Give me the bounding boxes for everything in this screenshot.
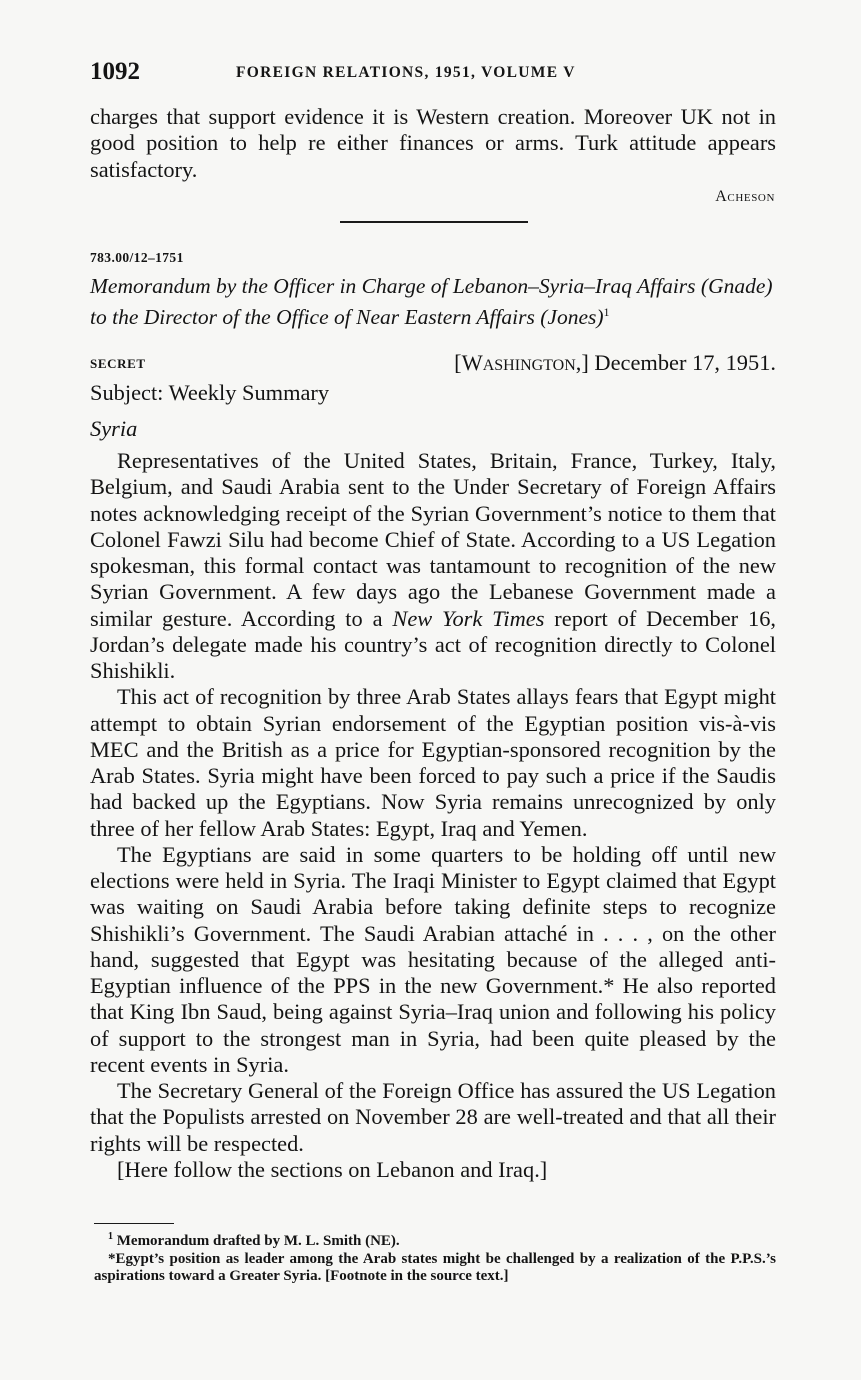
newspaper-title: New York Times — [392, 605, 545, 631]
section-heading: Syria — [90, 416, 138, 441]
footnote-1: $^1$ Memorandum drafted by M. L. Smith (NE). — [108, 1231, 400, 1249]
signer-name: Acheson — [715, 188, 775, 205]
page-number: 1092 — [90, 58, 140, 85]
classification-label: SECRET — [90, 356, 146, 371]
memo-title-text: Memorandum by the Officer in Charge of Lebanon–Syria–Iraq Affairs (Gnade) to the Director of the Office of Near Eastern Affairs (Jones) — [90, 274, 773, 329]
place-name: Washington — [461, 350, 576, 375]
paragraph-4: The Secretary General of the Foreign Office has assured the US Legation that the Populists arrested on November 28 are well-treated and that all their rights will be respected. — [90, 1078, 776, 1156]
page-header — [90, 58, 776, 92]
paragraph-3: The Egyptians are said in some quarters to be holding off until new elections were held in Syria. The Iraqi Minister to Egypt claimed that Egypt was waiting on Saudi Arabia before taking definite steps to recognize Shishikli’s Government. The Saudi Arabian attaché in . . . , on the other hand, suggested that Egypt was hesitating because of the alleged anti-Egyptian influence of the PPS in the new Government.* He also reported that King Ibn Saud, being against Syria–Iraq union and following his policy of support to the strongest man in Syria, had been quite pleased by the recent events in Syria. — [90, 841, 776, 1077]
paragraph-2: This act of recognition by three Arab States allays fears that Egypt might attempt to obtain Syrian endorsement of the Egyptian position vis-à-vis MEC and the British as a price for Egyptian-sponsored recognition by the Arab States. Syria might have been forced to pay such a price if the Saudis had backed up the Egyptians. Now Syria remains unrecognized by only three of her fellow Arab States: Egypt, Iraq and Yemen. — [90, 684, 776, 841]
editorial-note: [Here follow the sections on Lebanon and Iraq.] — [117, 1156, 548, 1182]
footnotes — [94, 1228, 776, 1286]
document-separator — [340, 221, 528, 223]
file-number: 783.00/12–1751 — [90, 250, 184, 265]
running-head: FOREIGN RELATIONS, 1951, VOLUME V — [236, 64, 576, 81]
footnote-rule — [94, 1223, 174, 1224]
memo-title — [90, 274, 776, 330]
paragraph-1: Representatives of the United States, Britain, France, Turkey, Italy, Belgium, and Saudi Arabia sent to the Under Secretary of Foreign Affairs notes acknowledging receipt of the Syrian Government’s notice to them that Colonel Fawzi Silu had become Chief of State. According to a US Legation spokesman, this formal contact was tantamount to recognition of the new Syrian Government. A few days ago the Lebanese Government made a similar gesture. According to a New York Times report of December 16, Jordan’s delegate made his country’s act of recognition directly to Colonel Shishikli. — [90, 448, 776, 683]
previous-document-tail: charges that support evidence it is Western creation. Moreover UK not in good position to help re either finances or arms. Turk attitude appears satisfactory. — [90, 104, 776, 182]
footnote-marker: 1 — [603, 304, 610, 319]
memo-body — [90, 448, 776, 1183]
dateline: [Washington,] December 17, 1951. — [454, 350, 776, 375]
classification-line — [90, 350, 776, 376]
footnote-asterisk: *Egypt’s position as leader among the Arab states might be challenged by a realization of the P.P.S.’s aspirations toward a Greater Syria. [Footnote in the source text.] — [94, 1250, 776, 1284]
date-text: ,] December 17, 1951. — [575, 350, 776, 375]
subject-line: Subject: Weekly Summary — [90, 380, 330, 405]
